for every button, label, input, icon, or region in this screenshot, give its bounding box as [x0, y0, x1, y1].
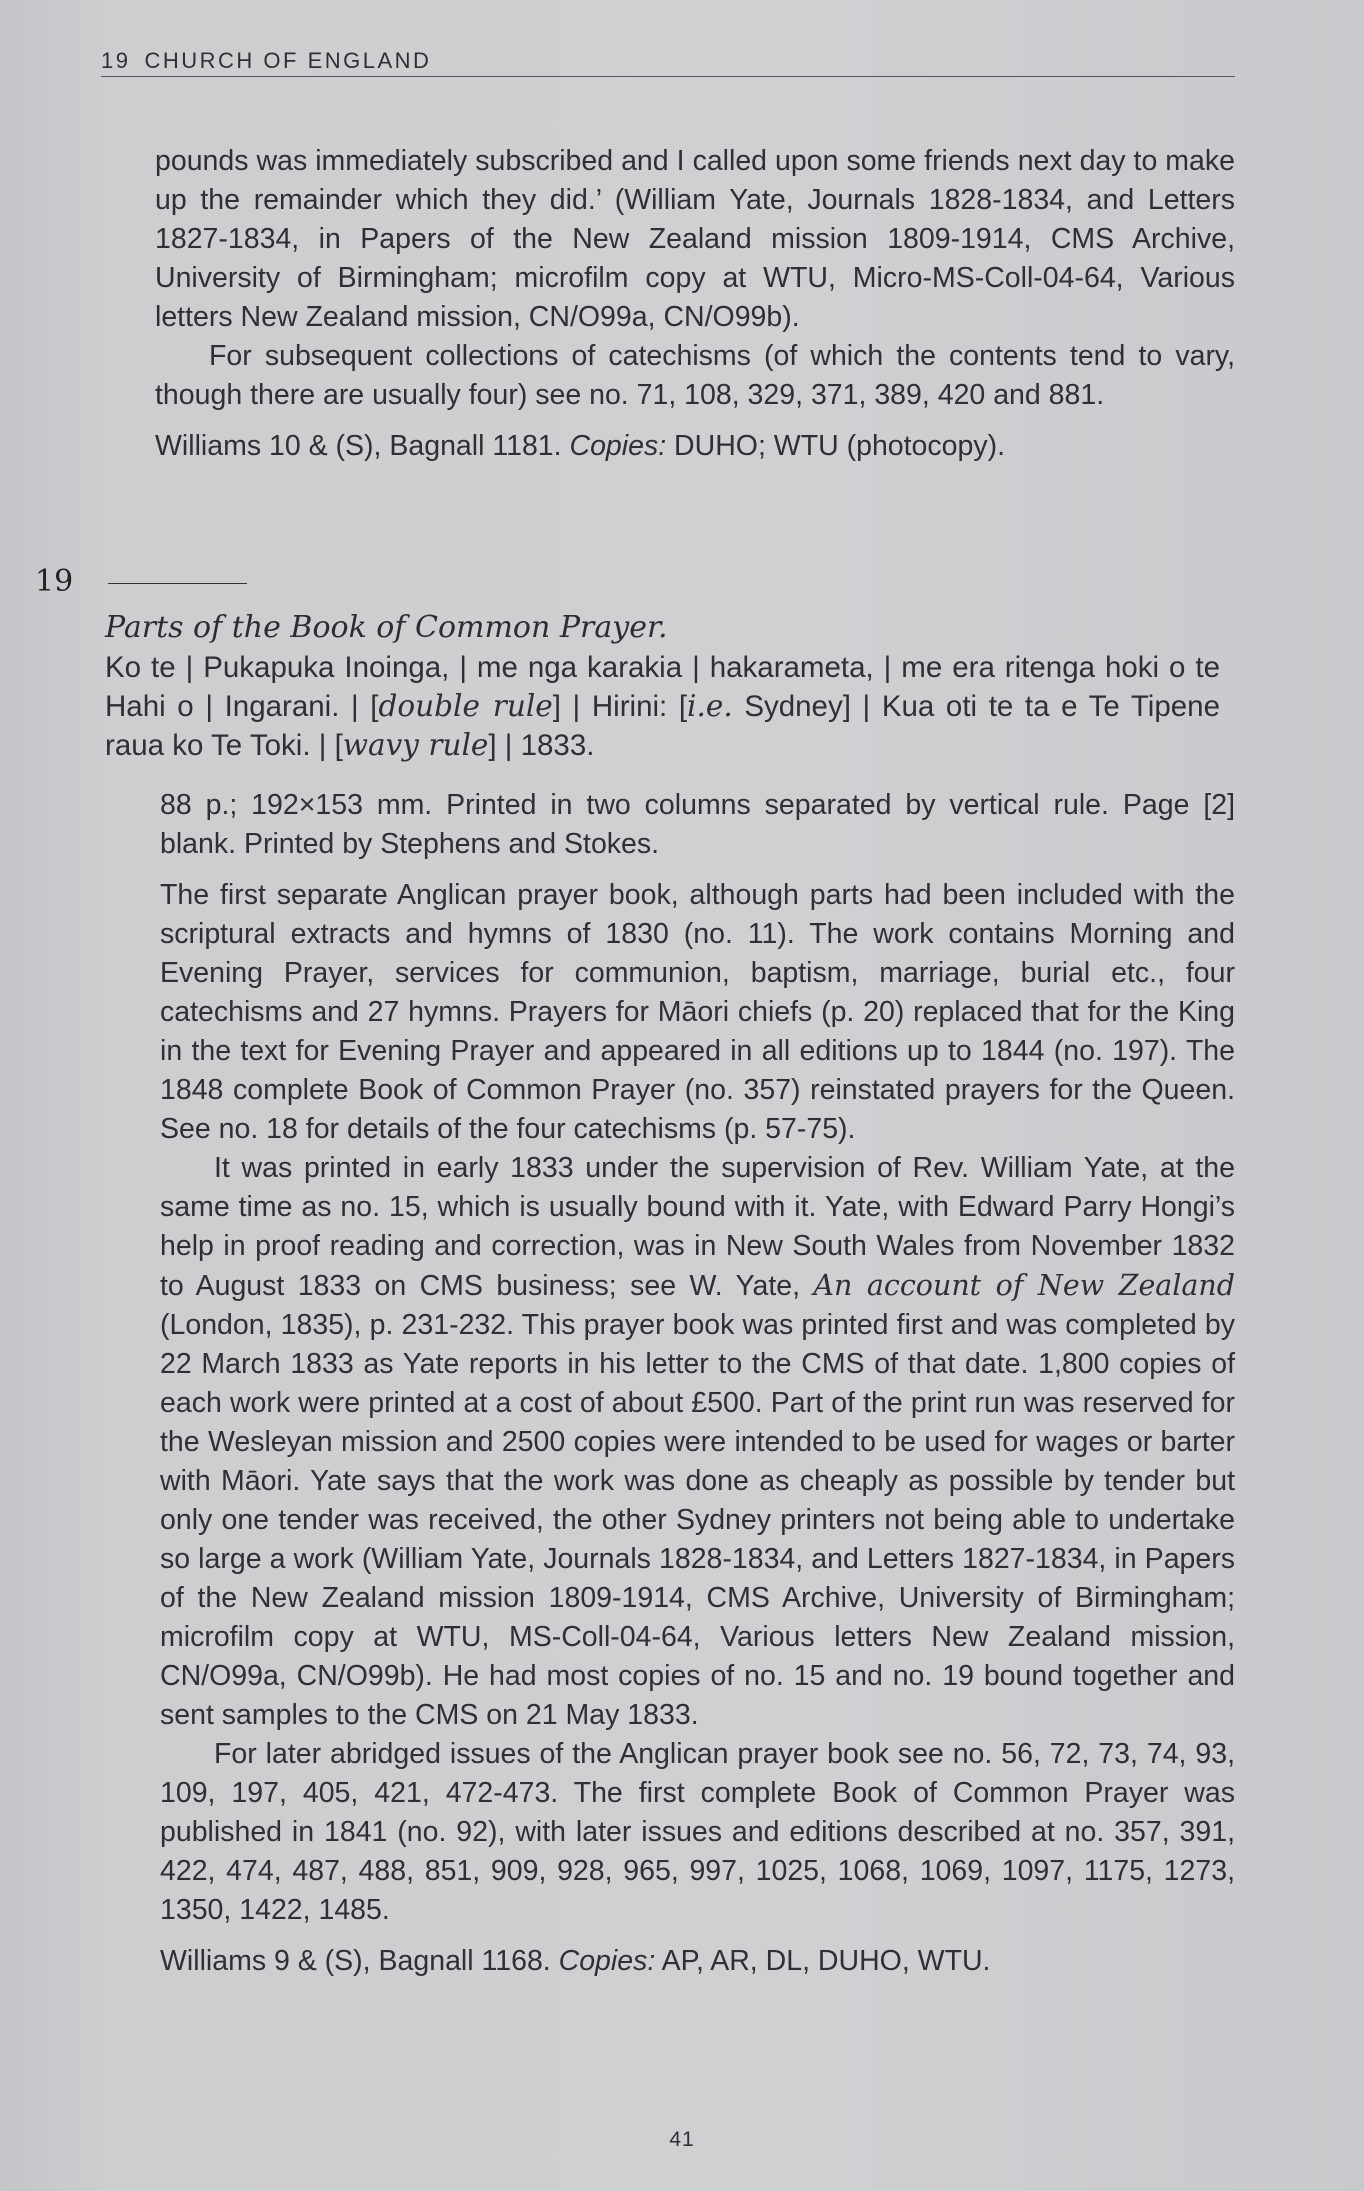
- subsequent-collections-paragraph: For subsequent collections of catechisms (of which the contents tend to vary, though there are usually four) see no. 71, 108, 329, 371, 389, 420 and 881.: [155, 340, 1235, 411]
- running-head-title: CHURCH OF ENGLAND: [144, 48, 432, 73]
- references-lead: Williams 10 & (S), Bagnall 1181.: [155, 430, 570, 462]
- note-paragraph-1: The first separate Anglican prayer book, although parts had been included with the scriptural extracts and hymns of 1830 (no. 11). The work contains Morning and Evening Prayer, services for communion, baptism, marriage, burial etc., four catechisms and 27 hymns. Prayers for Māori chiefs (p. 20) replaced that for the King in the text for Evening Prayer and appeared in all editions up to 1844 (no. 197). The 1848 complete Book of Common Prayer (no. 357) reinstated prayers for the Queen. See no. 18 for details of the four catechisms (p. 57-75).: [160, 879, 1235, 1145]
- note-paragraph-3: For later abridged issues of the Anglican prayer book see no. 56, 72, 73, 74, 93, 109, 197, 405, 421, 472-473. The first complete Book of Common Prayer was published in 1841 (no. 92), with later issues and editions described at no. 357, 391, 422, 474, 487, 488, 851, 909, 928, 965, 997, 1025, 1068, 1069, 1097, 1175, 1273, 1350, 1422, 1485.: [160, 1738, 1235, 1926]
- note-paragraph-2: [160, 1149, 1235, 1735]
- copies-label: Copies:: [569, 430, 667, 462]
- entry-heading: [105, 608, 1220, 765]
- ie-note: i.e.: [687, 689, 733, 723]
- running-head: [101, 46, 1235, 77]
- entry-number: 19: [35, 564, 74, 599]
- physical-description: 88 p.; 192×153 mm. Printed in two columns separated by vertical rule. Page [2] blank. Printed by Stephens and Stokes.: [160, 789, 1235, 860]
- rule-note: wavy rule: [342, 728, 489, 762]
- transcription-part: ] | Hirini: [: [552, 690, 688, 723]
- note-text: (London, 1835), p. 231-232. This prayer book was printed first and was completed by 22 March 1833 as Yate reports in his letter to the CMS of that date. 1,800 copies of each work were printed at a cost of about £500. Part of the print run was reserved for the Wesleyan mission and 2500 copies were intended to be used for wages or barter with Māori. Yate says that the work was done as cheaply as possible by tender but only one tender was received, the other Sydney printers not being able to undertake so large a work (William Yate, Journals 1828-1834, and Letters 1827-1834, in Papers of the New Zealand mission 1809-1914, CMS Archive, University of Birmingham; microfilm copy at WTU, MS-Coll-04-64, Various letters New Zealand mission, CN/O99a, CN/O99b). He had most copies of no. 15 and no. 19 bound together and sent samples to the CMS on 21 May 1833.: [160, 1309, 1235, 1731]
- entry-dash-rule: [108, 583, 247, 584]
- transcription-part: ] | 1833.: [488, 729, 595, 762]
- rule-note: double rule: [378, 689, 553, 723]
- entry-title: Parts of the Book of Common Prayer.: [105, 610, 668, 645]
- transcription-part: Ko te | Pukapuka Inoinga, | me nga karakia | hakarameta, | me era ritenga hoki o te Hahi o | Ingarani. | [: [105, 651, 1220, 723]
- entry-references: [160, 1942, 1235, 1981]
- copies-label: Copies:: [558, 1945, 656, 1977]
- references-lead: Williams 9 & (S), Bagnall 1168.: [160, 1945, 559, 1977]
- copies-list: DUHO; WTU (photocopy).: [666, 430, 1006, 462]
- page-number: 41: [669, 2128, 695, 2151]
- cited-title: An account of New Zealand: [813, 1269, 1236, 1302]
- continuation-references: [155, 427, 1235, 466]
- transcription-part: Sydney] | Kua oti te ta e Te Tipene raua ko Te Toki. | [: [105, 690, 1220, 762]
- title-page-transcription: [105, 648, 1220, 765]
- copies-list: AP, AR, DL, DUHO, WTU.: [655, 1945, 991, 1977]
- note-text: It was printed in early 1833 under the supervision of Rev. William Yate, at the same time as no. 15, which is usually bound with it. Yate, with Edward Parry Hongi’s help in proof reading and correction, was in New South Wales from November 1832 to August 1833 on CMS business; see W. Yate,: [160, 1152, 1235, 1302]
- running-head-number: 19: [101, 48, 131, 73]
- continuation-paragraph: pounds was immediately subscribed and I called upon some friends next day to make up the remainder which they did.’ (William Yate, Journals 1828-1834, and Letters 1827-1834, in Papers of the New Zealand mission 1809-1914, CMS Archive, University of Birmingham; microfilm copy at WTU, Micro-MS-Coll-04-64, Various letters New Zealand mission, CN/O99a, CN/O99b).: [155, 145, 1235, 333]
- continuation-text: [155, 142, 1235, 466]
- entry-description: [160, 786, 1235, 1981]
